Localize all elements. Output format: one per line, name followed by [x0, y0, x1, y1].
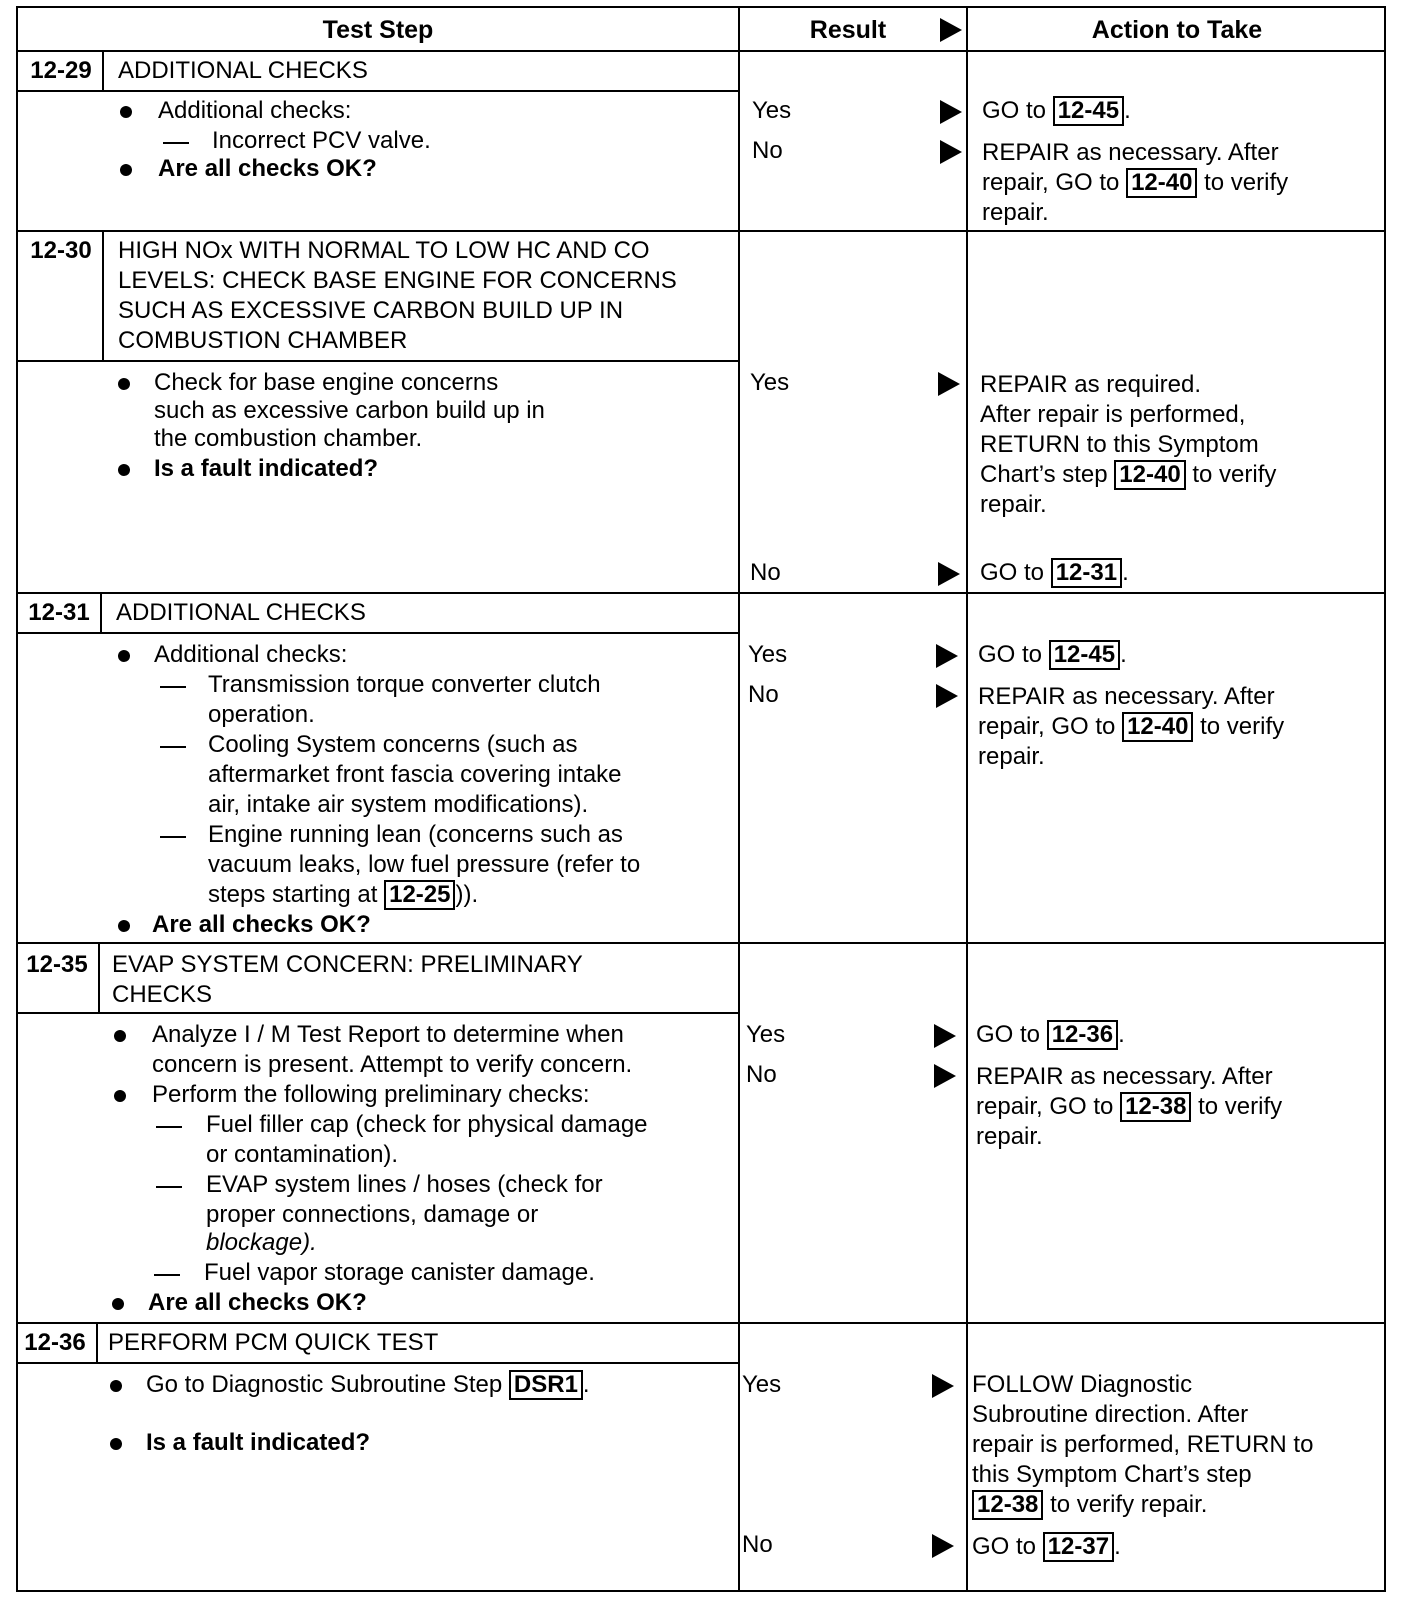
- action-text: FOLLOW Diagnostic: [972, 1371, 1193, 1398]
- step-number: 12-31: [28, 599, 90, 626]
- action-text: GO to 12-31 .: [980, 559, 1129, 586]
- arrow-icon: [940, 100, 962, 124]
- step-reference[interactable]: 12-40: [1114, 460, 1185, 490]
- check-text: concern is present. Attempt to verify concern.: [152, 1051, 633, 1078]
- check-text: Cooling System concerns (such as: [208, 731, 578, 758]
- question-text: Are all checks OK?: [148, 1289, 367, 1316]
- dash-icon: [160, 836, 186, 838]
- question-text: Are all checks OK?: [158, 155, 377, 182]
- divider-action: [966, 8, 968, 1590]
- bullet-icon: [120, 164, 132, 176]
- step-number: 12-36: [24, 1329, 86, 1356]
- action-text: GO to 12-37 .: [972, 1533, 1121, 1560]
- check-text: Transmission torque converter clutch: [208, 671, 601, 698]
- check-text: Perform the following preliminary checks:: [152, 1081, 590, 1108]
- bullet-icon: [118, 650, 130, 662]
- dash-icon: [160, 746, 186, 748]
- action-text: After repair is performed,: [980, 401, 1246, 428]
- action-text: REPAIR as required.: [980, 371, 1201, 398]
- result-no: No: [750, 559, 781, 586]
- arrow-icon: [932, 1374, 954, 1398]
- check-text: Additional checks:: [158, 97, 352, 124]
- step-reference[interactable]: 12-38: [972, 1490, 1043, 1520]
- result-yes: Yes: [748, 641, 788, 668]
- action-text: this Symptom Chart’s step: [972, 1461, 1252, 1488]
- arrow-icon: [934, 1024, 956, 1048]
- dash-icon: [154, 1274, 180, 1276]
- step-reference[interactable]: 12-31: [1051, 558, 1122, 588]
- check-text: Fuel vapor storage canister damage.: [204, 1259, 595, 1286]
- check-text: Engine running lean (concerns such as: [208, 821, 623, 848]
- dash-icon: [156, 1126, 182, 1128]
- bullet-icon: [118, 464, 130, 476]
- check-text: Incorrect PCV valve.: [212, 127, 431, 154]
- step-reference[interactable]: DSR1: [509, 1370, 583, 1400]
- action-text: GO to 12-45 .: [982, 97, 1131, 124]
- check-text: the combustion chamber.: [154, 425, 423, 452]
- check-text: Additional checks:: [154, 641, 348, 668]
- action-text: repair, GO to 12-38 to verify: [976, 1093, 1283, 1120]
- result-no: No: [742, 1531, 773, 1558]
- arrow-icon: [938, 372, 960, 396]
- divider-result: [738, 8, 740, 1590]
- action-text: REPAIR as necessary. After: [978, 683, 1275, 710]
- check-text: proper connections, damage or: [206, 1201, 539, 1228]
- result-yes: Yes: [746, 1021, 786, 1048]
- question-text: Is a fault indicated?: [146, 1429, 371, 1456]
- action-text: REPAIR as necessary. After: [976, 1063, 1273, 1090]
- arrow-icon: [936, 684, 958, 708]
- step-number: 12-30: [30, 237, 92, 264]
- action-text: RETURN to this Symptom: [980, 431, 1259, 458]
- check-text: or contamination).: [206, 1141, 399, 1168]
- step-reference[interactable]: 12-45: [1053, 96, 1124, 126]
- bullet-icon: [110, 1438, 122, 1450]
- check-text: operation.: [208, 701, 315, 728]
- check-text: steps starting at 12-25 )).: [208, 881, 479, 908]
- arrow-icon: [940, 140, 962, 164]
- step-number: 12-29: [30, 57, 92, 84]
- step-title: EVAP SYSTEM CONCERN: PRELIMINARY: [112, 951, 583, 978]
- step-title: LEVELS: CHECK BASE ENGINE FOR CONCERNS: [118, 267, 677, 294]
- action-text: repair.: [978, 743, 1045, 770]
- result-no: No: [746, 1061, 777, 1088]
- question-text: Is a fault indicated?: [154, 455, 379, 482]
- action-text: REPAIR as necessary. After: [982, 139, 1279, 166]
- bullet-icon: [118, 920, 130, 932]
- arrow-icon: [938, 562, 960, 586]
- bullet-icon: [112, 1298, 124, 1310]
- check-text: Analyze I / M Test Report to determine when: [152, 1021, 624, 1048]
- check-text: Fuel filler cap (check for physical damage: [206, 1111, 648, 1138]
- bullet-icon: [114, 1090, 126, 1102]
- step-reference[interactable]: 12-40: [1122, 712, 1193, 742]
- header-arrow-icon: [940, 18, 962, 42]
- step-reference[interactable]: 12-36: [1047, 1020, 1118, 1050]
- result-yes: Yes: [750, 369, 790, 396]
- check-text: aftermarket front fascia covering intake: [208, 761, 622, 788]
- check-text: Go to Diagnostic Subroutine Step DSR1 .: [146, 1371, 590, 1398]
- action-text: repair, GO to 12-40 to verify: [978, 713, 1285, 740]
- action-text: 12-38 to verify repair.: [972, 1490, 1207, 1520]
- dash-icon: [160, 686, 186, 688]
- action-text: repair, GO to 12-40 to verify: [982, 169, 1289, 196]
- dash-icon: [163, 142, 189, 144]
- step-title: HIGH NOx WITH NORMAL TO LOW HC AND CO: [118, 237, 650, 264]
- bullet-icon: [118, 378, 130, 390]
- check-text: blockage).: [206, 1229, 317, 1256]
- result-yes: Yes: [742, 1371, 782, 1398]
- step-reference[interactable]: 12-25: [384, 880, 455, 910]
- bullet-icon: [120, 106, 132, 118]
- step-title: CHECKS: [112, 981, 213, 1008]
- action-text: Chart’s step 12-40 to verify: [980, 461, 1277, 488]
- step-reference[interactable]: 12-40: [1126, 168, 1197, 198]
- header-test-step: Test Step: [322, 16, 434, 44]
- check-text: air, intake air system modifications).: [208, 791, 589, 818]
- action-text: GO to 12-36 .: [976, 1021, 1125, 1048]
- step-title: COMBUSTION CHAMBER: [118, 327, 408, 354]
- step-title: PERFORM PCM QUICK TEST: [108, 1329, 439, 1356]
- arrow-icon: [934, 1064, 956, 1088]
- action-text: repair.: [980, 491, 1047, 518]
- check-text: Check for base engine concerns: [154, 369, 499, 396]
- step-title: ADDITIONAL CHECKS: [118, 57, 368, 84]
- action-text: repair.: [982, 199, 1049, 226]
- step-number: 12-35: [26, 951, 88, 978]
- step-reference[interactable]: 12-45: [1049, 640, 1120, 670]
- bullet-icon: [110, 1380, 122, 1392]
- step-title: SUCH AS EXCESSIVE CARBON BUILD UP IN: [118, 297, 624, 324]
- arrow-icon: [936, 644, 958, 668]
- arrow-icon: [932, 1534, 954, 1558]
- check-text: vacuum leaks, low fuel pressure (refer to: [208, 851, 641, 878]
- action-text: Subroutine direction. After: [972, 1401, 1249, 1428]
- diagnostic-chart: [16, 6, 1386, 1592]
- action-text: GO to 12-45 .: [978, 641, 1127, 668]
- check-text: EVAP system lines / hoses (check for: [206, 1171, 603, 1198]
- result-yes: Yes: [752, 97, 792, 124]
- dash-icon: [156, 1186, 182, 1188]
- question-text: Are all checks OK?: [152, 911, 371, 938]
- check-text: such as excessive carbon build up in: [154, 397, 545, 424]
- step-reference[interactable]: 12-38: [1120, 1092, 1191, 1122]
- action-text: repair is performed, RETURN to: [972, 1431, 1314, 1458]
- header-action: Action to Take: [1091, 16, 1263, 44]
- step-title: ADDITIONAL CHECKS: [116, 599, 366, 626]
- bullet-icon: [114, 1030, 126, 1042]
- action-text: repair.: [976, 1123, 1043, 1150]
- header-result: Result: [809, 16, 887, 44]
- step-reference[interactable]: 12-37: [1043, 1532, 1114, 1562]
- result-no: No: [752, 137, 783, 164]
- result-no: No: [748, 681, 779, 708]
